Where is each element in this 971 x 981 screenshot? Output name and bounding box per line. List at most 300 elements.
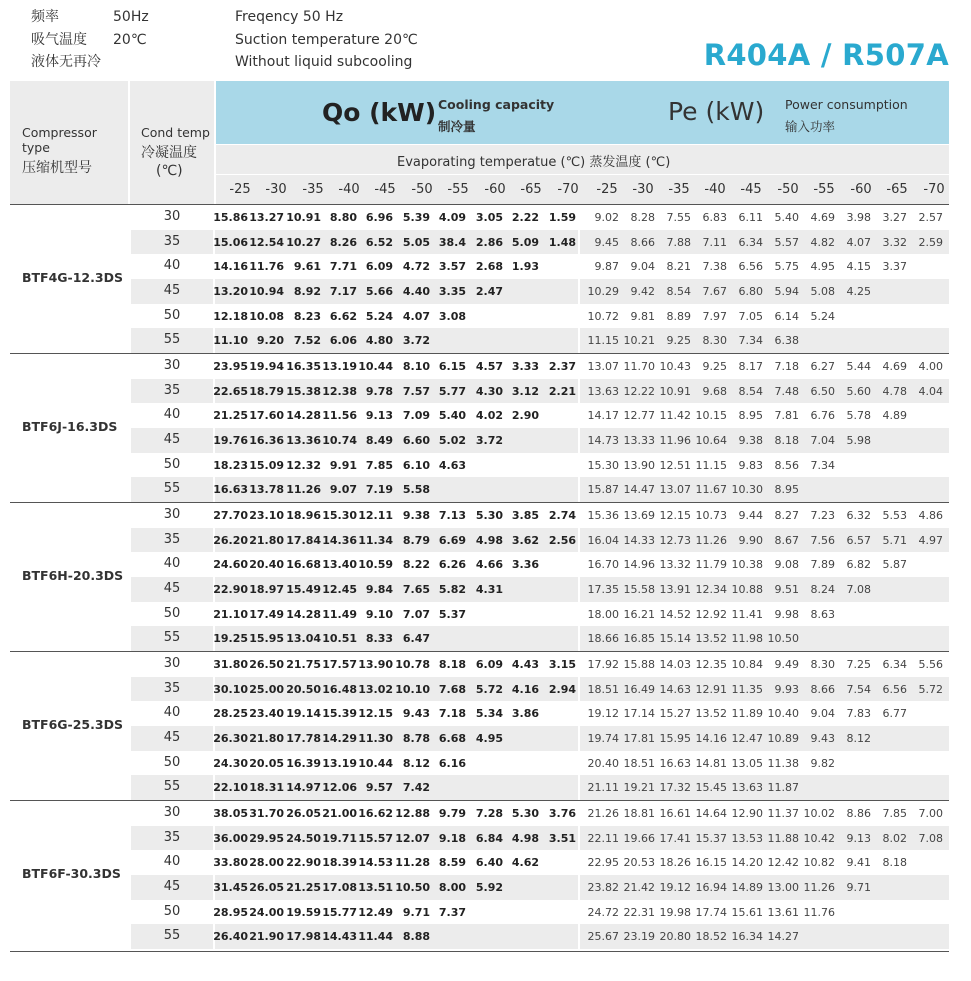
pe-cell: 8.66 — [630, 235, 655, 249]
qo-cell: 8.12 — [402, 756, 430, 770]
qo-cell: 15.77 — [322, 905, 357, 919]
pe-cell: 7.34 — [738, 334, 763, 348]
pe-cell: 9.25 — [702, 360, 727, 373]
qo-cell: 18.96 — [286, 509, 321, 522]
pe-cell: 14.73 — [587, 434, 619, 447]
pe-cell: 14.03 — [659, 658, 691, 671]
pe-cell: 8.56 — [774, 458, 799, 472]
pe-cell: 14.81 — [695, 756, 727, 770]
pe-cell: 17.32 — [659, 781, 691, 795]
table-row — [130, 775, 949, 800]
pe-cell: 17.35 — [587, 583, 619, 596]
pe-cell: 13.69 — [623, 509, 655, 522]
qo-zh: 制冷量 — [438, 119, 476, 134]
pe-cell: 6.32 — [846, 509, 871, 522]
qo-cell: 19.94 — [249, 360, 284, 373]
cond-temp-cell: 30 — [163, 358, 181, 373]
pe-cell: 7.89 — [810, 558, 835, 572]
qo-cell: 16.48 — [322, 682, 357, 696]
qo-cell: 6.16 — [438, 756, 466, 770]
qo-cell: 11.44 — [358, 930, 393, 944]
pe-cell: 5.53 — [882, 509, 907, 522]
pe-cell: 5.72 — [918, 682, 943, 696]
qo-cell: 11.30 — [358, 732, 393, 745]
qo-cell: 15.38 — [286, 384, 321, 398]
pe-description — [785, 94, 908, 138]
pe-cell: 12.22 — [623, 384, 655, 398]
qo-cell: 4.62 — [511, 856, 539, 870]
pe-cell: 8.24 — [810, 583, 835, 596]
qo-cell: 1.59 — [548, 211, 576, 224]
pe-cell: 12.91 — [695, 682, 727, 696]
pe-cell: 3.27 — [882, 211, 907, 224]
qo-cell: 5.34 — [475, 707, 503, 721]
cond-temp-cell: 55 — [163, 928, 181, 944]
pe-cell: 9.42 — [630, 285, 655, 298]
qo-cell: 8.00 — [438, 881, 466, 894]
table-row — [130, 900, 949, 925]
pe-cell: 3.98 — [846, 211, 871, 224]
qo-cell: 8.88 — [402, 930, 430, 944]
pe-cell: 9.90 — [738, 533, 763, 547]
qo-cell: 21.00 — [322, 807, 357, 820]
pe-cell: 16.61 — [659, 807, 691, 820]
qo-cell: 3.86 — [511, 707, 539, 721]
pe-evap-temp: -70 — [923, 182, 945, 197]
qo-cell: 24.30 — [213, 756, 248, 770]
pe-cell: 15.30 — [587, 458, 619, 472]
qo-cell: 9.18 — [438, 831, 466, 845]
pe-cell: 8.30 — [810, 658, 835, 671]
pe-cell: 14.64 — [695, 807, 727, 820]
pe-cell: 16.94 — [695, 881, 727, 894]
pe-cell: 4.15 — [846, 260, 871, 274]
pe-cell: 10.21 — [623, 334, 655, 348]
pe-cell: 10.73 — [695, 509, 727, 522]
cond-temp-cell: 50 — [163, 605, 181, 621]
pe-cell: 11.76 — [803, 905, 835, 919]
pe-cell: 9.43 — [810, 732, 835, 745]
pe-cell: 5.40 — [774, 211, 799, 224]
qo-cell: 14.28 — [286, 607, 321, 621]
qo-cell: 21.25 — [286, 881, 321, 894]
cond-temp-cell: 35 — [163, 233, 181, 249]
qo-cell: 16.63 — [213, 483, 248, 497]
qo-cell: 12.38 — [322, 384, 357, 398]
qo-cell: 23.95 — [213, 360, 248, 373]
qo-cell: 17.78 — [286, 732, 321, 745]
pe-cell: 8.02 — [882, 831, 907, 845]
pe-zh: 输入功率 — [785, 119, 836, 134]
model-group — [10, 353, 949, 501]
qo-cell: 11.49 — [322, 607, 357, 621]
qo-cell: 10.51 — [322, 632, 357, 646]
qo-cell: 10.44 — [358, 360, 393, 373]
pe-cell: 15.27 — [659, 707, 691, 721]
pe-cell: 8.21 — [666, 260, 691, 274]
qo-cell: 13.40 — [322, 558, 357, 572]
qo-cell: 3.12 — [511, 384, 539, 398]
pe-cell: 18.26 — [659, 856, 691, 870]
qo-cell: 9.61 — [293, 260, 321, 274]
pe-cell: 8.18 — [774, 434, 799, 447]
pe-cell: 2.57 — [918, 211, 943, 224]
qo-cell: 22.65 — [213, 384, 248, 398]
qo-cell: 11.56 — [322, 409, 357, 423]
qo-cell: 11.26 — [286, 483, 321, 497]
pe-cell: 19.66 — [623, 831, 655, 845]
pe-cell: 8.27 — [774, 509, 799, 522]
qo-cell: 5.40 — [438, 409, 466, 423]
pe-cell: 9.98 — [774, 607, 799, 621]
pe-cell: 3.32 — [882, 235, 907, 249]
qo-cell: 33.80 — [213, 856, 248, 870]
qo-cell: 4.31 — [475, 583, 503, 596]
pe-cell: 9.87 — [594, 260, 619, 274]
qo-cell: 12.18 — [213, 309, 248, 323]
qo-cell: 12.06 — [322, 781, 357, 795]
qo-cell: 13.90 — [358, 658, 393, 671]
pe-cell: 8.28 — [630, 211, 655, 224]
pe-cell: 11.35 — [731, 682, 763, 696]
qo-cell: 2.37 — [548, 360, 576, 373]
qo-cell: 20.50 — [286, 682, 321, 696]
pe-cell: 10.43 — [659, 360, 691, 373]
cond-temp-cell: 50 — [163, 903, 181, 919]
qo-cell: 6.09 — [365, 260, 393, 274]
pe-cell: 9.44 — [738, 509, 763, 522]
pe-cell: 8.12 — [846, 732, 871, 745]
pe-cell: 5.44 — [846, 360, 871, 373]
qo-cell: 9.78 — [365, 384, 393, 398]
pe-cell: 9.04 — [630, 260, 655, 274]
qo-cell: 14.29 — [322, 732, 357, 745]
qo-evap-temp: -45 — [374, 182, 396, 197]
qo-cell: 3.35 — [438, 285, 466, 298]
conditions-zh — [31, 6, 149, 74]
qo-cell: 5.02 — [438, 434, 466, 447]
pe-cell: 8.95 — [738, 409, 763, 423]
compressor-type-zh: 压缩机型号 — [22, 160, 92, 176]
pe-cell: 5.98 — [846, 434, 871, 447]
pe-cell: 14.17 — [587, 409, 619, 423]
pe-evap-temp: -65 — [886, 182, 908, 197]
table-row — [130, 279, 949, 304]
qo-cell: 7.71 — [329, 260, 357, 274]
qo-cell: 9.79 — [438, 807, 466, 820]
qo-cell: 4.07 — [402, 309, 430, 323]
qo-cell: 6.15 — [438, 360, 466, 373]
qo-cell: 8.49 — [365, 434, 393, 447]
pe-cell: 14.47 — [623, 483, 655, 497]
table-row — [130, 528, 949, 553]
cond-temp-cell: 50 — [163, 307, 181, 323]
pe-cell: 16.63 — [659, 756, 691, 770]
qo-cell: 14.28 — [286, 409, 321, 423]
qo-cell: 6.60 — [402, 434, 430, 447]
table-row — [130, 826, 949, 851]
evap-temp-heading: Evaporating temperatue (℃) 蒸发温度 (℃) — [397, 155, 671, 170]
condition-subcooling-zh — [31, 51, 149, 74]
cond-temp-cell: 45 — [163, 879, 181, 894]
qo-cell: 7.17 — [329, 285, 357, 298]
pe-cell: 14.20 — [731, 856, 763, 870]
table-row — [130, 875, 949, 900]
pe-cell: 10.15 — [695, 409, 727, 423]
pe-cell: 16.21 — [623, 607, 655, 621]
pe-cell: 16.70 — [587, 558, 619, 572]
qo-cell: 25.00 — [249, 682, 284, 696]
qo-cell: 3.85 — [511, 509, 539, 522]
cond-temp-cell: 55 — [163, 779, 181, 795]
pe-cell: 12.34 — [695, 583, 727, 596]
table-row — [130, 379, 949, 404]
qo-cell: 7.13 — [438, 509, 466, 522]
pe-cell: 13.91 — [659, 583, 691, 596]
qo-cell: 6.40 — [475, 856, 503, 870]
qo-cell: 31.45 — [213, 881, 248, 894]
pe-cell: 6.57 — [846, 533, 871, 547]
pe-cell: 6.83 — [702, 211, 727, 224]
qo-cell: 28.95 — [213, 905, 248, 919]
qo-cell: 19.76 — [213, 434, 248, 447]
qo-cell: 7.57 — [402, 384, 430, 398]
qo-cell: 15.30 — [322, 509, 357, 522]
qo-cell: 26.40 — [213, 930, 248, 944]
pe-cell: 12.35 — [695, 658, 727, 671]
cond-temp-cell: 45 — [163, 730, 181, 745]
qo-cell: 6.84 — [475, 831, 503, 845]
condition-frequency-en: Freqency 50 Hz — [235, 9, 344, 25]
qo-cell: 19.71 — [322, 831, 357, 845]
qo-cell: 12.49 — [358, 905, 393, 919]
table-row — [130, 230, 949, 255]
pe-cell: 7.54 — [846, 682, 871, 696]
qo-cell: 16.35 — [286, 360, 321, 373]
pe-cell: 8.54 — [666, 285, 691, 298]
qo-cell: 5.24 — [365, 309, 393, 323]
condition-suction-zh — [31, 29, 149, 52]
cond-temp-cell: 55 — [163, 630, 181, 646]
pe-cell: 7.00 — [918, 807, 943, 820]
pe-cell: 4.86 — [918, 509, 943, 522]
evap-temps-row — [216, 175, 949, 204]
pe-cell: 15.45 — [695, 781, 727, 795]
table-row — [130, 652, 949, 677]
pe-cell: 9.08 — [774, 558, 799, 572]
qo-cell: 10.78 — [395, 658, 430, 671]
pe-evap-temp: -55 — [813, 182, 835, 197]
pe-cell: 16.85 — [623, 632, 655, 646]
pe-cell: 11.70 — [623, 360, 655, 373]
pe-cell: 19.12 — [587, 707, 619, 721]
qo-cell: 12.45 — [322, 583, 357, 596]
qo-cell: 4.40 — [402, 285, 430, 298]
cond-temp-cell: 35 — [163, 382, 181, 398]
pe-cell: 4.00 — [918, 360, 943, 373]
qo-cell: 12.15 — [358, 707, 393, 721]
qo-cell: 4.66 — [475, 558, 503, 572]
pe-cell: 15.14 — [659, 632, 691, 646]
pe-cell: 4.25 — [846, 285, 871, 298]
pe-cell: 4.89 — [882, 409, 907, 423]
qo-cell: 3.33 — [511, 360, 539, 373]
model-group — [10, 502, 949, 650]
qo-cell: 6.06 — [329, 334, 357, 348]
model-group — [10, 651, 949, 799]
pe-cell: 11.89 — [731, 707, 763, 721]
pe-cell: 11.37 — [767, 807, 799, 820]
pe-cell: 6.77 — [882, 707, 907, 721]
qo-cell: 38.4 — [438, 235, 466, 249]
qo-evap-temp: -30 — [265, 182, 287, 197]
qo-cell: 6.62 — [329, 309, 357, 323]
model-name: BTF6H-20.3DS — [22, 568, 124, 583]
pe-cell: 13.90 — [623, 458, 655, 472]
pe-cell: 14.33 — [623, 533, 655, 547]
pe-cell: 23.19 — [623, 930, 655, 944]
pe-cell: 15.95 — [659, 732, 691, 745]
pe-cell: 9.83 — [738, 458, 763, 472]
qo-cell: 4.57 — [475, 360, 503, 373]
pe-cell: 11.42 — [659, 409, 691, 423]
qo-cell: 12.54 — [249, 235, 284, 249]
qo-cell: 12.07 — [395, 831, 430, 845]
pe-cell: 9.82 — [810, 756, 835, 770]
qo-cell: 6.96 — [365, 211, 393, 224]
pe-cell: 22.95 — [587, 856, 619, 870]
qo-cell: 14.97 — [286, 781, 321, 795]
qo-evap-temp: -40 — [338, 182, 360, 197]
table-row — [130, 751, 949, 776]
qo-cell: 18.23 — [213, 458, 248, 472]
pe-cell: 6.76 — [810, 409, 835, 423]
qo-cell: 8.23 — [293, 309, 321, 323]
pe-cell: 10.40 — [767, 707, 799, 721]
table-row — [130, 354, 949, 379]
pe-cell: 7.81 — [774, 409, 799, 423]
pe-cell: 9.04 — [810, 707, 835, 721]
qo-cell: 14.16 — [213, 260, 248, 274]
qo-cell: 13.04 — [286, 632, 321, 646]
qo-cell: 3.36 — [511, 558, 539, 572]
qo-cell: 5.05 — [402, 235, 430, 249]
qo-cell: 24.50 — [286, 831, 321, 845]
qo-cell: 8.79 — [402, 533, 430, 547]
qo-cell: 8.80 — [329, 211, 357, 224]
qo-cell: 7.37 — [438, 905, 466, 919]
qo-evap-temp: -35 — [302, 182, 324, 197]
qo-cell: 13.19 — [322, 756, 357, 770]
table-row — [130, 205, 949, 230]
pe-cell: 12.51 — [659, 458, 691, 472]
pe-cell: 13.32 — [659, 558, 691, 572]
pe-cell: 6.82 — [846, 558, 871, 572]
pe-cell: 14.52 — [659, 607, 691, 621]
pe-cell: 5.87 — [882, 558, 907, 572]
qo-cell: 7.07 — [402, 607, 430, 621]
pe-cell: 19.98 — [659, 905, 691, 919]
pe-cell: 21.26 — [587, 807, 619, 820]
pe-cell: 18.81 — [623, 807, 655, 820]
pe-cell: 9.51 — [774, 583, 799, 596]
qo-cell: 5.39 — [402, 211, 430, 224]
pe-evap-temp: -25 — [596, 182, 618, 197]
pe-cell: 9.13 — [846, 831, 871, 845]
qo-cell: 36.00 — [213, 831, 248, 845]
pe-cell: 16.15 — [695, 856, 727, 870]
table-row — [130, 677, 949, 702]
pe-cell: 23.82 — [587, 881, 619, 894]
condition-subcooling-en: Without liquid subcooling — [235, 54, 413, 70]
qo-cell: 8.10 — [402, 360, 430, 373]
pe-cell: 9.02 — [594, 211, 619, 224]
pe-cell: 9.71 — [846, 881, 871, 894]
qo-cell: 22.90 — [213, 583, 248, 596]
pe-cell: 7.34 — [810, 458, 835, 472]
pe-cell: 7.08 — [918, 831, 943, 845]
pe-cell: 11.26 — [803, 881, 835, 894]
qo-cell: 24.00 — [249, 905, 284, 919]
qo-cell: 20.40 — [249, 558, 284, 572]
qo-cell: 19.14 — [286, 707, 321, 721]
pe-cell: 11.26 — [695, 533, 727, 547]
cond-temp-cell: 35 — [163, 829, 181, 845]
qo-cell: 2.90 — [511, 409, 539, 423]
pe-cell: 12.90 — [731, 807, 763, 820]
qo-cell: 21.80 — [249, 533, 284, 547]
qo-cell: 2.21 — [548, 384, 576, 398]
pe-cell: 10.50 — [767, 632, 799, 646]
pe-cell: 13.05 — [731, 756, 763, 770]
pe-cell: 6.50 — [810, 384, 835, 398]
cond-temp-cell: 50 — [163, 754, 181, 770]
qo-cell: 2.56 — [548, 533, 576, 547]
table-row — [130, 701, 949, 726]
qo-cell: 9.91 — [329, 458, 357, 472]
qo-evap-temp: -65 — [520, 182, 542, 197]
condition-label: 吸气温度 — [31, 31, 87, 48]
qo-cell: 13.27 — [249, 211, 284, 224]
pe-cell: 18.52 — [695, 930, 727, 944]
pe-cell: 8.54 — [738, 384, 763, 398]
qo-cell: 18.39 — [322, 856, 357, 870]
pe-cell: 15.87 — [587, 483, 619, 497]
pe-cell: 9.68 — [702, 384, 727, 398]
qo-cell: 7.52 — [293, 334, 321, 348]
qo-cell: 4.98 — [511, 831, 539, 845]
qo-cell: 6.09 — [475, 658, 503, 671]
qo-cell: 17.57 — [322, 658, 357, 671]
qo-cell: 9.20 — [256, 334, 284, 348]
pe-cell: 16.34 — [731, 930, 763, 944]
qo-cell: 21.25 — [213, 409, 248, 423]
qo-cell: 4.95 — [475, 732, 503, 745]
qo-cell: 38.05 — [213, 807, 248, 820]
pe-cell: 12.15 — [659, 509, 691, 522]
pe-cell: 4.97 — [918, 533, 943, 547]
qo-cell: 3.05 — [475, 211, 503, 224]
table-row — [130, 304, 949, 329]
pe-cell: 5.24 — [810, 309, 835, 323]
pe-cell: 9.81 — [630, 309, 655, 323]
qo-cell: 14.43 — [322, 930, 357, 944]
pe-cell: 4.69 — [810, 211, 835, 224]
qo-cell: 7.19 — [365, 483, 393, 497]
pe-cell: 4.04 — [918, 384, 943, 398]
qo-cell: 6.68 — [438, 732, 466, 745]
pe-cell: 14.16 — [695, 732, 727, 745]
